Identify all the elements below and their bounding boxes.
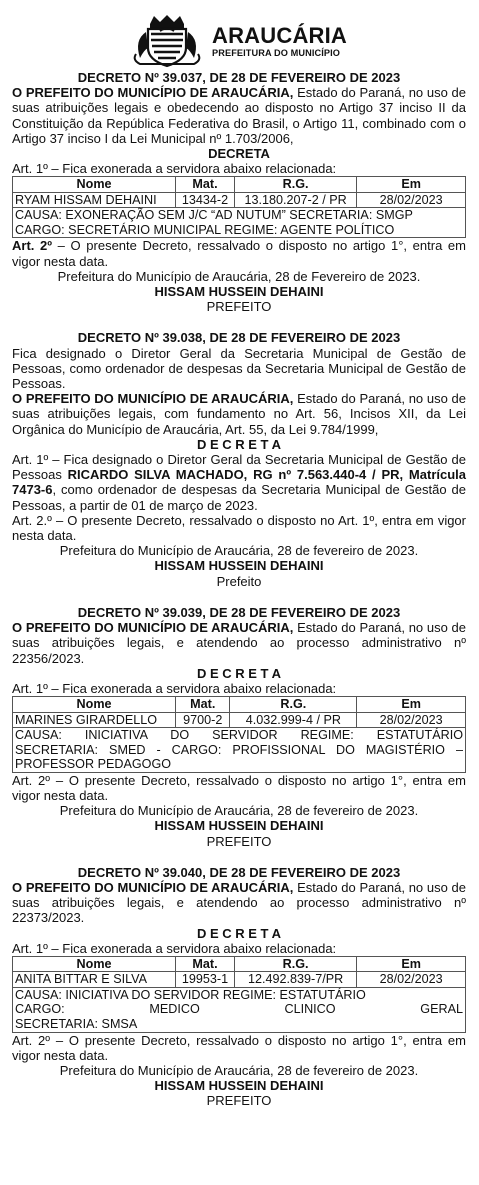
causa-box: [12, 208, 466, 238]
table-row: [13, 192, 466, 207]
place-date: Prefeitura do Município de Araucária, 28 de fevereiro de 2023.: [59, 803, 419, 819]
decreta-heading: D E C R E T A: [196, 436, 282, 452]
table-cell-name: RYAM HISSAM DEHAINI: [13, 192, 176, 207]
table-cell-date: 28/02/2023: [357, 192, 466, 207]
column-header: Em: [357, 697, 466, 712]
place-date: Prefeitura do Município de Araucária, 28 de Fevereiro de 2023.: [57, 268, 421, 284]
signer-name: HISSAM HUSSEIN DEHAINI: [154, 818, 324, 834]
header: [12, 0, 466, 70]
decree-39039: [12, 605, 466, 849]
article-2: Art. 2.º – O presente Decreto, ressalvado o disposto no Art. 1º, entra em vigor nesta data.: [12, 512, 466, 544]
causa-line: SECRETARIA: SMSA: [15, 1016, 138, 1031]
causa-line: CARGO: MEDICO CLINICO GERAL: [15, 1002, 463, 1017]
signer-role: PREFEITO: [206, 833, 272, 849]
article-1: Art. 1º – Fica exonerada a servidora abaixo relacionada:: [12, 680, 337, 696]
table-cell-rg: 13.180.207-2 / PR: [234, 192, 356, 207]
decreta-heading: D E C R E T A: [196, 665, 282, 681]
causa-line: CARGO: SECRETÁRIO MUNICIPAL REGIME: AGENTE POLÍTICO: [15, 222, 395, 237]
table-row: [13, 712, 466, 727]
column-header: Nome: [13, 956, 176, 971]
causa-line: SECRETARIA: SMED - CARGO: PROFISSIONAL DO MAGISTÉRIO –: [15, 742, 463, 757]
logo-name: ARAUCÁRIA: [212, 23, 348, 48]
table-cell-rg: 4.032.999-4 / PR: [230, 712, 357, 727]
causa-line: CAUSA: INICIATIVA DO SERVIDOR REGIME: ESTATUTÁRIO: [15, 987, 366, 1002]
table-cell-mat: 19953-1: [176, 972, 235, 987]
municipal-crest-icon: [130, 14, 204, 68]
column-header: Nome: [13, 177, 176, 192]
column-header: Mat.: [176, 177, 235, 192]
signer-role: PREFEITO: [206, 1093, 272, 1109]
causa-line: CAUSA: EXONERAÇÃO SEM J/C “AD NUTUM” SECRETARIA: SMGP: [15, 208, 413, 223]
decree-title: DECRETO Nº 39.040, DE 28 DE FEVEREIRO DE 2023: [77, 864, 401, 880]
causa-line: CAUSA: INICIATIVA DO SERVIDOR REGIME: ESTATUTÁRIO: [15, 727, 463, 742]
article-1: Art. 1º – Fica exonerada a servidora abaixo relacionada:: [12, 161, 337, 177]
decree-preamble: [12, 85, 466, 146]
decree-title: DECRETO Nº 39.037, DE 28 DE FEVEREIRO DE 2023: [77, 70, 401, 85]
decreta-heading: D E C R E T A: [196, 925, 282, 941]
article-1: Art. 1º – Fica exonerada a servidora abaixo relacionada:: [12, 940, 337, 956]
decree-preamble: [12, 880, 466, 926]
causa-box: [12, 728, 466, 773]
table-cell-name: MARINES GIRARDELLO: [13, 712, 176, 727]
article-1-designee: RICARDO SILVA MACHADO, RG nº 7.563.440-4 / PR, Matrícula 7473-6: [12, 467, 467, 498]
causa-box: [12, 988, 466, 1033]
preamble-authority: O PREFEITO DO MUNICÍPIO DE ARAUCÁRIA,: [12, 85, 294, 101]
signer-name: HISSAM HUSSEIN DEHAINI: [154, 558, 324, 574]
place-date: Prefeitura do Município de Araucária, 28 de fevereiro de 2023.: [59, 543, 419, 559]
decree-39038: [12, 330, 466, 588]
decree-39040: [12, 865, 466, 1109]
signer-role: Prefeito: [216, 573, 262, 589]
table-row: [13, 972, 466, 987]
column-header: Mat.: [176, 956, 235, 971]
preamble-text: Estado do Paraná, no uso de suas atribuições legais, com fundamento no Art. 56, Incisos XII, da Lei Orgânica do Município de Araucária, Art. 55, da Lei 9.784/1999,: [12, 391, 466, 437]
preamble-text: Estado do Paraná, no uso de suas atribuições legais, e atendendo ao processo administrativo nº 22356/2023.: [12, 620, 466, 666]
column-header: Mat.: [176, 697, 230, 712]
preamble-authority: O PREFEITO DO MUNICÍPIO DE ARAUCÁRIA,: [12, 620, 294, 636]
decree-title: DECRETO Nº 39.039, DE 28 DE FEVEREIRO DE 2023: [77, 604, 401, 620]
preamble-authority: O PREFEITO DO MUNICÍPIO DE ARAUCÁRIA,: [12, 879, 294, 895]
signer-name: HISSAM HUSSEIN DEHAINI: [154, 1078, 324, 1094]
table-header-row: [13, 956, 466, 971]
table-cell-mat: 9700-2: [176, 712, 230, 727]
decreta-heading: DECRETA: [208, 146, 270, 162]
servant-table: [12, 956, 466, 988]
signer-name: HISSAM HUSSEIN DEHAINI: [154, 284, 324, 300]
logo-subtitle: PREFEITURA DO MUNICÍPIO: [212, 48, 341, 58]
column-header: R.G.: [234, 956, 356, 971]
article-2-label: Art. 2º: [12, 238, 53, 254]
decree-preamble: [12, 391, 466, 437]
table-cell-date: 28/02/2023: [357, 972, 466, 987]
preamble-authority: O PREFEITO DO MUNICÍPIO DE ARAUCÁRIA,: [12, 391, 294, 407]
article-2-text: – O presente Decreto, ressalvado o disposto no artigo 1°, entra em vigor nesta data.: [12, 238, 466, 269]
article-1: [12, 452, 466, 513]
article-2: Art. 2º – O presente Decreto, ressalvado o disposto no artigo 1°, entra em vigor nesta data.: [12, 772, 466, 803]
signer-role: PREFEITO: [206, 299, 272, 315]
column-header: R.G.: [234, 177, 356, 192]
article-2: [12, 238, 466, 268]
preamble-text: Estado do Paraná, no uso de suas atribuições legais, e atendendo ao processo administrativo nº 22373/2023.: [12, 879, 466, 926]
table-cell-mat: 13434-2: [176, 192, 235, 207]
decree-39037: [12, 70, 466, 314]
decree-intro: Fica designado o Diretor Geral da Secretaria Municipal de Gestão de Pessoas, como ordenador de despesas da Secretaria Municipal de Gestão de Pessoas.: [12, 345, 466, 392]
column-header: Nome: [13, 697, 176, 712]
table-header-row: [13, 697, 466, 712]
servant-table: [12, 176, 466, 208]
place-date: Prefeitura do Município de Araucária, 28 de fevereiro de 2023.: [59, 1062, 419, 1078]
article-1-text: Art. 1º – Fica designado o Diretor Geral da Secretaria Municipal de Gestão de Pessoas: [12, 452, 466, 483]
article-1-text-end: , como ordenador de despesas da Secretaria Municipal de Gestão de Pessoas, a partir de 01 de março de 2023.: [12, 482, 466, 513]
decree-title: DECRETO Nº 39.038, DE 28 DE FEVEREIRO DE 2023: [77, 330, 401, 346]
column-header: R.G.: [230, 697, 357, 712]
table-cell-rg: 12.492.839-7/PR: [234, 972, 356, 987]
decree-preamble: [12, 620, 466, 666]
table-header-row: [13, 177, 466, 192]
table-cell-date: 28/02/2023: [357, 712, 466, 727]
column-header: Em: [357, 177, 466, 192]
preamble-text: Estado do Paraná, no uso de suas atribuições legais e obedecendo ao disposto no Artigo 37 inciso II da Constituição da República Federativa do Brasil, o Artigo 11, combinado com o Artigo 37 inciso I da Lei Municipal nº 1.703/2006,: [12, 85, 466, 146]
table-cell-name: ANITA BITTAR E SILVA: [13, 972, 176, 987]
logo-text: [212, 24, 347, 59]
servant-table: [12, 696, 466, 728]
causa-line: PROFESSOR PEDAGOGO: [15, 757, 172, 772]
column-header: Em: [357, 956, 466, 971]
article-2: Art. 2º – O presente Decreto, ressalvado o disposto no artigo 1°, entra em vigor nesta data.: [12, 1032, 466, 1063]
